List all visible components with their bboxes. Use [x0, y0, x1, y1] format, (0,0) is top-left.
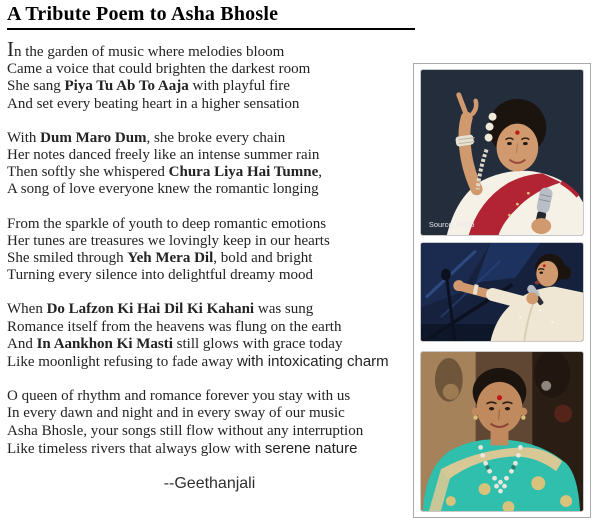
poem-text: O queen of rhythm and romance forever you stay with us: [7, 388, 351, 405]
poem-text: , bold and bright: [213, 250, 313, 267]
stanza-1: [7, 37, 412, 113]
stanza-4: [7, 301, 412, 371]
poem-line: [7, 96, 412, 113]
stanza-3: [7, 216, 412, 285]
poem-line: [7, 336, 412, 353]
poem-text: with playful fire: [188, 78, 290, 95]
poem-line: [7, 301, 412, 318]
poem-text: She smiled through: [7, 250, 128, 267]
poem-line: [7, 405, 412, 422]
photo-asha-teal-sari: [420, 351, 584, 512]
poem-line: [7, 147, 412, 164]
poem-line: [7, 164, 412, 181]
poem-line: [7, 233, 412, 250]
poem-line: [7, 423, 412, 440]
poem-text-sans: with intoxicating charm: [236, 353, 389, 371]
poem-line: [7, 78, 412, 95]
stanza-2: [7, 130, 412, 199]
poem-text: Her notes danced freely like an intense summer rain: [7, 147, 320, 164]
poem-text: Came a voice that could brighten the darkest room: [7, 61, 311, 78]
poem-text: From the sparkle of youth to deep romantic emotions: [7, 215, 327, 232]
poem-text: In the garden of music where melodies bloom: [7, 37, 285, 61]
photo-asha-studio-portrait-illustration: [421, 70, 583, 235]
poem-text: , she broke every chain: [146, 129, 286, 146]
poem-body: [7, 37, 412, 493]
poem-text: still glows with grace today: [172, 335, 343, 352]
poem-text: Her tunes are treasures we lovingly keep in our hearts: [7, 232, 330, 249]
poem-text: ,: [318, 164, 323, 181]
poem-line: [7, 440, 412, 458]
poem-line: [7, 388, 412, 405]
stanza-5: [7, 388, 412, 458]
poem-text: A song of love everyone knew the romantic longing: [7, 181, 319, 198]
author-signature: [7, 475, 412, 493]
photo-asha-live-performance: [420, 242, 584, 342]
poem-text: Like timeless rivers that always glow with: [7, 440, 265, 457]
poem-text: With: [7, 129, 41, 146]
poem-text: And: [7, 335, 37, 352]
photo-source-watermark: Source: IMDb: [428, 220, 475, 230]
poem-text: When: [7, 301, 47, 318]
poem-text: Asha Bhosle, your songs still flow without any interruption: [7, 422, 364, 439]
photo-asha-teal-sari-illustration: [421, 352, 583, 511]
poem-text: Turning every silence into delightful dreamy mood: [7, 267, 314, 284]
poem-line: [7, 130, 412, 147]
poem-text: And set every beating heart in a higher sensation: [7, 95, 300, 112]
poem-text-sans: serene nature: [264, 439, 358, 457]
poem-line: [7, 61, 412, 78]
poem-line: [7, 353, 412, 371]
poem-line: [7, 267, 412, 284]
poem-line: [7, 250, 412, 267]
poem-text: was sung: [254, 301, 314, 318]
photo-asha-studio-portrait: [420, 69, 584, 236]
title-block: [7, 3, 415, 30]
song-title: Yeh Mera Dil: [127, 250, 214, 267]
poem-text: Romance itself from the heavens was flung on the earth: [7, 318, 342, 335]
page-title: A Tribute Poem to Asha Bhosle: [7, 3, 279, 25]
poem-line: [7, 181, 412, 198]
song-title: Do Lafzon Ki Hai Dil Ki Kahani: [46, 301, 255, 318]
photo-asha-live-performance-illustration: [421, 243, 583, 341]
photo-panel: [413, 63, 591, 518]
poem-line: [7, 37, 412, 61]
signature-text: --Geethanjali: [163, 475, 256, 493]
poem-text: Like moonlight refusing to fade away: [7, 354, 237, 371]
song-title: Piya Tu Ab To Aaja: [64, 78, 189, 95]
poem-text: Then softly she whispered: [7, 164, 169, 181]
song-title: In Aankhon Ki Masti: [36, 335, 173, 352]
poem-text: In every dawn and night and in every sway of our music: [7, 405, 345, 422]
poem-text: She sang: [7, 78, 65, 95]
poem-line: [7, 319, 412, 336]
song-title: Dum Maro Dum: [40, 129, 147, 146]
poem-line: [7, 216, 412, 233]
song-title: Chura Liya Hai Tumne: [168, 164, 319, 181]
